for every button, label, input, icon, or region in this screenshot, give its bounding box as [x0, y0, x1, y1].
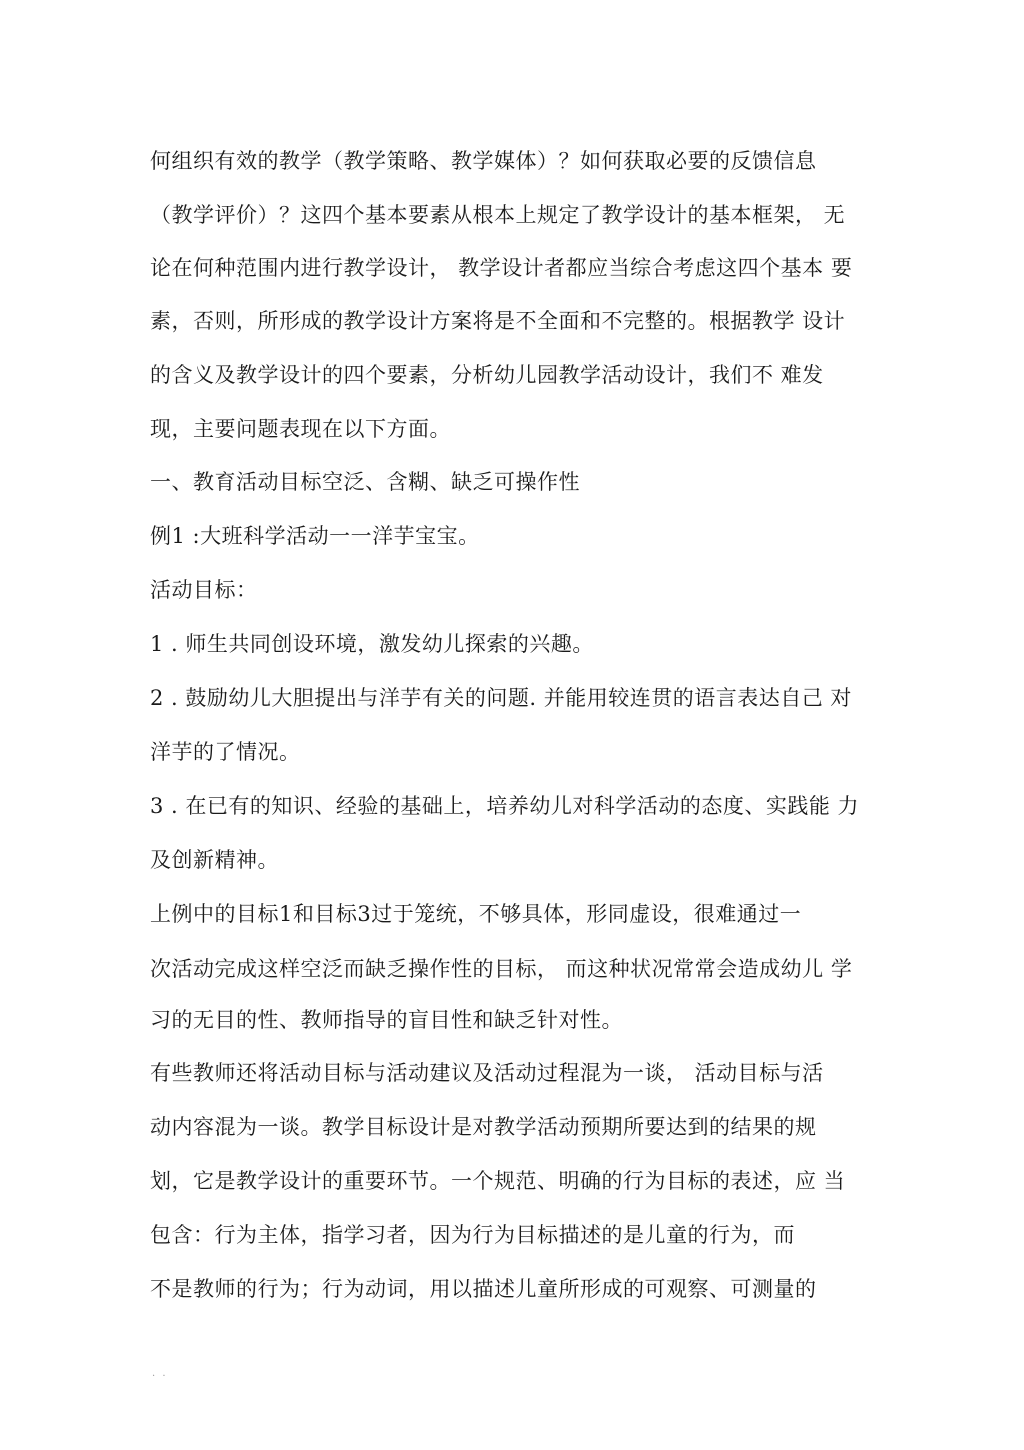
paragraph-line: 不是教师的行为；行为动词，用以描述儿童所形成的可观察、可测量的: [150, 1277, 817, 1301]
paragraph-line: 划，它是教学设计的重要环节。一个规范、明确的行为目标的表述，应 当: [150, 1169, 846, 1193]
paragraph-line: 何组织有效的教学（教学策略、教学媒体）？如何获取必要的反馈信息: [150, 149, 817, 173]
paragraph-line: 习的无目的性、教师指导的盲目性和缺乏针对性。: [150, 1008, 623, 1032]
goal-item-2-cont: 洋芋的了情况。: [150, 740, 301, 764]
goal-item-1: 1 . 师生共同创设环境，激发幼儿探索的兴趣。: [150, 632, 594, 656]
paragraph-line: （教学评价）？这四个基本要素从根本上规定了教学设计的基本框架， 无: [150, 203, 846, 227]
paragraph-line: 论在何种范围内进行教学设计， 教学设计者都应当综合考虑这四个基本 要: [150, 256, 853, 280]
paragraph-line: 次活动完成这样空泛而缺乏操作性的目标， 而这种状况常常会造成幼儿 学: [150, 957, 853, 981]
paragraph-line: 上例中的目标1和目标3过于笼统，不够具体，形同虚设，很难通过一: [150, 902, 802, 926]
paragraph-line: 的含义及教学设计的四个要素，分析幼儿园教学活动设计，我们不 难发: [150, 363, 824, 387]
paragraph-line: 动内容混为一谈。教学目标设计是对教学活动预期所要达到的结果的规: [150, 1115, 817, 1139]
goals-label: 活动目标：: [150, 578, 258, 602]
paragraph-line: 素，否则，所形成的教学设计方案将是不全面和不完整的。根据教学 设计: [150, 309, 846, 333]
example-title: 例1 :大班科学活动一一洋芋宝宝。: [150, 524, 480, 548]
section-heading: 一、教育活动目标空泛、含糊、缺乏可操作性: [150, 470, 580, 494]
footer-mark: . .: [152, 1368, 168, 1379]
goal-item-2: 2 . 鼓励幼儿大胆提出与洋芋有关的问题. 并能用较连贯的语言表达自己 对: [150, 686, 852, 710]
paragraph-line: 有些教师还将活动目标与活动建议及活动过程混为一谈， 活动目标与活: [150, 1061, 824, 1085]
goal-item-3: 3 . 在已有的知识、经验的基础上，培养幼儿对科学活动的态度、实践能 力: [150, 794, 860, 818]
goal-item-3-cont: 及创新精神。: [150, 848, 279, 872]
paragraph-line: 现，主要问题表现在以下方面。: [150, 417, 451, 441]
paragraph-line: 包含：行为主体，指学习者，因为行为目标描述的是儿童的行为，而: [150, 1223, 795, 1247]
